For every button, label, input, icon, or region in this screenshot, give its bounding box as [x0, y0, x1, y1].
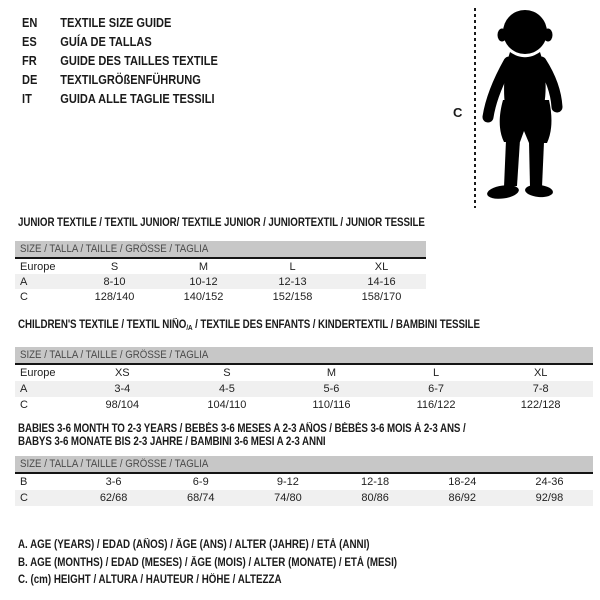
table-row [15, 365, 593, 381]
language-row [22, 51, 252, 70]
table-cell: 62/68 [99, 492, 128, 504]
table-cell: 7-8 [532, 383, 549, 395]
row-label: C [20, 492, 28, 504]
size-table [15, 474, 593, 506]
table-cell: 18-24 [448, 476, 477, 488]
language-code: IT [22, 91, 32, 106]
height-measure-dashed-line [474, 8, 476, 208]
table-row [15, 259, 426, 274]
table-row [15, 397, 593, 413]
row-label: Europe [20, 367, 56, 379]
table-row [15, 381, 593, 397]
language-title: GUIDE DES TAILLES TEXTILE [60, 53, 218, 68]
note-a [18, 537, 464, 555]
table-title-line1: BABIES 3-6 MONTH TO 2-3 YEARS / BEBÉS 3-6 MESES A 2-3 AÑOS / BÉBÉS 3-6 MOIS À 2-3 ANS / [18, 423, 466, 435]
size-header-bar [15, 241, 426, 259]
language-code: EN [22, 15, 38, 30]
figure-area [445, 0, 600, 215]
table-cell: 4-5 [218, 383, 235, 395]
table-cell: 6-9 [192, 476, 209, 488]
table-title-text: CHILDREN'S TEXTILE / TEXTIL NIÑO [18, 319, 187, 331]
language-title: TEXTILE SIZE GUIDE [60, 15, 172, 30]
note-b [18, 555, 464, 573]
table-cell: 158/170 [361, 290, 402, 303]
language-title: GUÍA DE TALLAS [60, 34, 152, 49]
language-code: FR [22, 53, 37, 68]
table-cell: L [289, 260, 296, 273]
table-cell: 9-12 [276, 476, 299, 488]
table-cell: M [326, 367, 337, 379]
language-row [22, 32, 252, 51]
table-row [15, 289, 426, 304]
language-title: TEXTILGRÖßENFÜHRUNG [60, 72, 201, 87]
table-cell: 3-4 [114, 383, 131, 395]
row-label: A [20, 275, 28, 288]
table-cell: 122/128 [520, 399, 561, 411]
table-cell: M [198, 260, 209, 273]
table-title-text: JUNIOR TEXTILE / TEXTIL JUNIOR/ TEXTILE JUNIOR / JUNIORTEXTIL / JUNIOR TESSILE [18, 217, 425, 229]
size-table [15, 365, 593, 413]
note-c-text: C. (cm) HEIGHT / ALTURA / HAUTEUR / HÖHE / ALTEZZA [18, 574, 282, 586]
table-title-line2: BABYS 3-6 MONATE BIS 2-3 JAHRE / BAMBINI 3-6 MESI A 2-3 ANNI [18, 436, 326, 448]
size-table [15, 259, 426, 304]
table-cell: 98/104 [105, 399, 140, 411]
table-cell: 104/110 [207, 399, 247, 411]
table-row [15, 490, 593, 506]
table-row [15, 474, 593, 490]
row-label: C [20, 290, 28, 303]
table-cell: 12-13 [278, 275, 307, 288]
table-title-text: / TEXTILE DES ENFANTS / KINDERTEXTIL / BAMBINI TESSILE [192, 319, 480, 331]
table-row [15, 274, 426, 289]
size-header-label: SIZE / TALLA / TAILLE / GRÖSSE / TAGLIA [20, 349, 209, 361]
table-cell: 86/92 [448, 492, 477, 504]
language-row [22, 89, 252, 108]
table-cell: XL [533, 367, 548, 379]
table-cell: 10-12 [189, 275, 218, 288]
row-label: B [20, 476, 28, 488]
table-cell: XS [114, 367, 130, 379]
table-cell: 6-7 [428, 383, 445, 395]
size-header-label: SIZE / TALLA / TAILLE / GRÖSSE / TAGLIA [20, 243, 209, 255]
language-code: DE [22, 72, 38, 87]
note-b-text: B. AGE (MONTHS) / EDAD (MESES) / ÂGE (MOIS) / ALTER (MONATE) / ETÀ (MESI) [18, 556, 398, 569]
table-title [18, 423, 593, 449]
table-cell: 14-16 [367, 275, 396, 288]
table-cell: 140/152 [183, 290, 224, 303]
table-cell: 74/80 [274, 492, 302, 504]
legend-notes [18, 537, 464, 590]
table-cell: S [110, 260, 119, 273]
table-cell: 3-6 [105, 476, 122, 488]
table-cell: 24-36 [535, 476, 564, 488]
language-title: GUIDA ALLE TAGLIE TESSILI [60, 91, 215, 106]
row-label: C [20, 399, 28, 411]
table-cell: S [223, 367, 231, 379]
size-header-label: SIZE / TALLA / TAILLE / GRÖSSE / TAGLIA [20, 458, 209, 470]
language-legend [22, 13, 252, 108]
row-label: A [20, 383, 28, 395]
table-cell: 128/140 [94, 290, 135, 303]
section-childrens-textile [15, 319, 593, 413]
table-cell: 152/158 [272, 290, 313, 303]
table-cell: 68/74 [186, 492, 215, 504]
table-title [18, 217, 426, 232]
table-title [18, 319, 593, 334]
language-code: ES [22, 34, 37, 49]
table-cell: 12-18 [361, 476, 390, 488]
baby-silhouette-icon [477, 8, 572, 204]
section-babies-textile [15, 423, 593, 506]
language-row [22, 70, 252, 89]
table-cell: XL [374, 260, 389, 273]
table-title-subscript: /A [186, 323, 193, 332]
table-cell: 116/122 [416, 399, 456, 411]
row-label: Europe [20, 260, 56, 273]
height-measure-label: C [453, 105, 463, 120]
size-header-bar [15, 456, 593, 474]
table-cell: 92/98 [535, 492, 564, 504]
size-header-bar [15, 347, 593, 365]
table-cell: 5-6 [323, 383, 340, 395]
note-a-text: A. AGE (YEARS) / EDAD (AÑOS) / ÂGE (ANS) / ALTER (JAHRE) / ETÀ (ANNI) [18, 539, 370, 551]
table-cell: 110/116 [312, 399, 351, 411]
note-c [18, 572, 464, 590]
table-cell: L [433, 367, 440, 379]
table-cell: 8-10 [103, 275, 126, 288]
language-row [22, 13, 252, 32]
section-junior-textile [15, 217, 426, 304]
table-cell: 80/86 [361, 492, 389, 504]
